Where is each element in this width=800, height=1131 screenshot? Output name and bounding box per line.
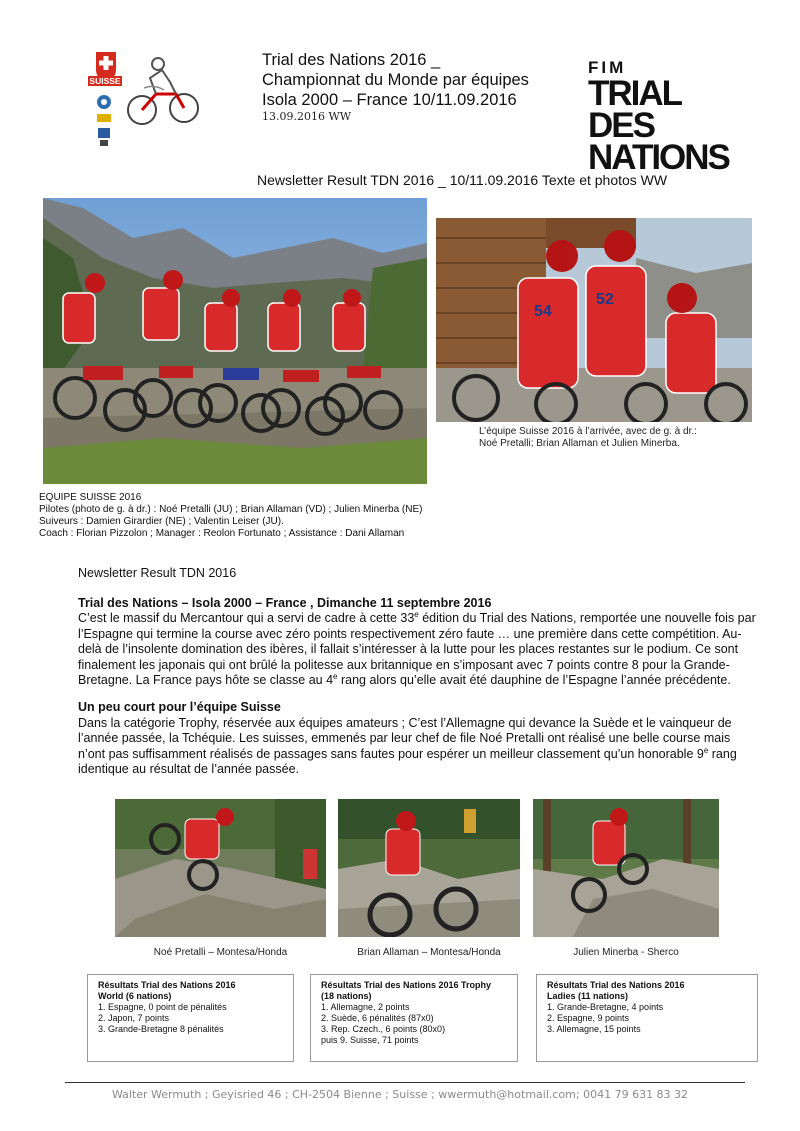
- arrival-caption-line-1: L’équipe Suisse 2016 à l’arrivée, avec de g. à dr.:: [479, 426, 697, 437]
- newsletter-header: Newsletter Result TDN 2016 _ 10/11.09.2016 Texte et photos WW: [257, 172, 668, 188]
- rider-caption-allaman: Brian Allaman – Montesa/Honda: [357, 947, 501, 958]
- rider-photo-allaman: [338, 799, 520, 937]
- result-line: 1. Grande-Bretagne, 4 points: [547, 1002, 664, 1012]
- article-body: [78, 596, 760, 789]
- article-heading-1: Trial des Nations – Isola 2000 – France , Dimanche 11 septembre 2016: [78, 596, 492, 610]
- results-world-subtitle: World (6 nations): [98, 991, 172, 1001]
- team-info-staff: Coach : Florian Pizzolon ; Manager : Reolon Fortunato ; Assistance : Dani Allaman: [39, 528, 405, 539]
- result-line: 3. Rep. Czech., 6 points (80x0): [321, 1024, 446, 1034]
- result-line: 2. Espagne, 9 points: [547, 1013, 630, 1023]
- rider-photo-minerba: [533, 799, 719, 937]
- results-ladies-box: [536, 974, 758, 1062]
- trial-des-nations-logo: [588, 58, 730, 177]
- svg-text:54: 54: [534, 303, 552, 320]
- results-trophy-box: [310, 974, 518, 1062]
- results-world-box: [87, 974, 294, 1062]
- result-line: 1. Espagne, 0 point de pénalités: [98, 1002, 227, 1012]
- team-arrival-photo: [436, 218, 752, 422]
- result-line: 3. Grande-Bretagne 8 pénalités: [98, 1024, 224, 1034]
- arrival-photo-caption: [479, 426, 697, 450]
- svg-text:52: 52: [596, 291, 614, 308]
- result-line: 2. Suède, 6 pénalités (87x0): [321, 1013, 434, 1023]
- team-info-followers: Suiveurs : Damien Girardier (NE) ; Valentin Leiser (JU).: [39, 516, 284, 527]
- results-ladies-title: Résultats Trial des Nations 2016: [547, 980, 685, 990]
- team-info-riders: Pilotes (photo de g. à dr.) : Noé Pretalli (JU) ; Brian Allaman (VD) ; Julien Minerba (NE): [39, 504, 423, 515]
- rider-caption-pretalli: Noé Pretalli – Montesa/Honda: [153, 947, 288, 958]
- rider-photo-pretalli: [115, 799, 326, 937]
- tdn-logo-line-1: TRIAL DES: [588, 74, 681, 145]
- result-line: 2. Japon, 7 points: [98, 1013, 170, 1023]
- swiss-logo-label: SUISSE: [89, 76, 121, 86]
- title-line-3: Isola 2000 – France 10/11.09.2016: [262, 91, 517, 109]
- fim-logo-text: FIM: [588, 58, 627, 77]
- document-title: [262, 50, 529, 110]
- results-ladies-subtitle: Ladies (11 nations): [547, 991, 629, 1001]
- article-paragraph-1: C’est le massif du Mercantour qui a servi de cadre à cette 33e édition du Trial des Nations, remportée une nouvelle fois par l’Espagne qui termine la course avec zéro points respectivement zéro faute … une première dans cette compétition. Au-delà de l’insolente domination des ibères, il fallait s’intéresser à la lutte pour les places restantes sur le podium. Ce sont finalement les japonais qui ont brûlé la politesse aux britannique en s’imposant avec 7 points contre 8 pour la Grande-Bretagne. La France pays hôte se classe au 4e rang alors qu’elle avait été dauphine de l’Espagne l’année précédente.: [78, 610, 756, 688]
- title-line-1: Trial des Nations 2016 _: [262, 51, 441, 69]
- tdn-logo-line-2: NATIONS: [588, 138, 729, 177]
- rider-caption-minerba: Julien Minerba - Sherco: [573, 947, 679, 958]
- footer-contact: Walter Wermuth ; Geyisried 46 ; CH-2504 Bienne ; Suisse ; wwermuth@hotmail.com; 0041 79 631 83 32: [111, 1088, 689, 1101]
- title-line-2: Championnat du Monde par équipes: [262, 71, 529, 89]
- team-photo: [43, 198, 427, 484]
- results-world-title: Résultats Trial des Nations 2016: [98, 980, 236, 990]
- swiss-team-logo: [84, 48, 206, 148]
- arrival-caption-line-2: Noé Pretalli; Brian Allaman et Julien Minerba.: [479, 438, 680, 449]
- team-info-title: EQUIPE SUISSE 2016: [39, 492, 142, 503]
- result-line: puis 9. Suisse, 71 points: [321, 1035, 419, 1045]
- results-trophy-subtitle: (18 nations): [321, 991, 372, 1001]
- article-heading-2: Un peu court pour l’équipe Suisse: [78, 700, 281, 715]
- results-trophy-title: Résultats Trial des Nations 2016 Trophy: [321, 980, 492, 990]
- article-paragraph-2: Dans la catégorie Trophy, réservée aux équipes amateurs ; C’est l’Allemagne qui devance la Suède et le vainqueur de l’année passée, la Tchéquie. Les suisses, emmenés par leur chef de file Noé Pretalli ont réalisé une belle course mais n’ont pas suffisamment réalisés de passages sans fautes pour espérer un meilleur classement qu’un honorable 9e rang identique au résultat de l’année passée.: [78, 715, 737, 777]
- result-line: 1. Allemagne, 2 points: [321, 1002, 410, 1012]
- team-info: [39, 492, 422, 540]
- section-subtitle: Newsletter Result TDN 2016: [78, 566, 237, 580]
- document-date: 13.09.2016 WW: [262, 110, 352, 123]
- footer-divider: [65, 1082, 745, 1083]
- result-line: 3. Allemagne, 15 points: [547, 1024, 641, 1034]
